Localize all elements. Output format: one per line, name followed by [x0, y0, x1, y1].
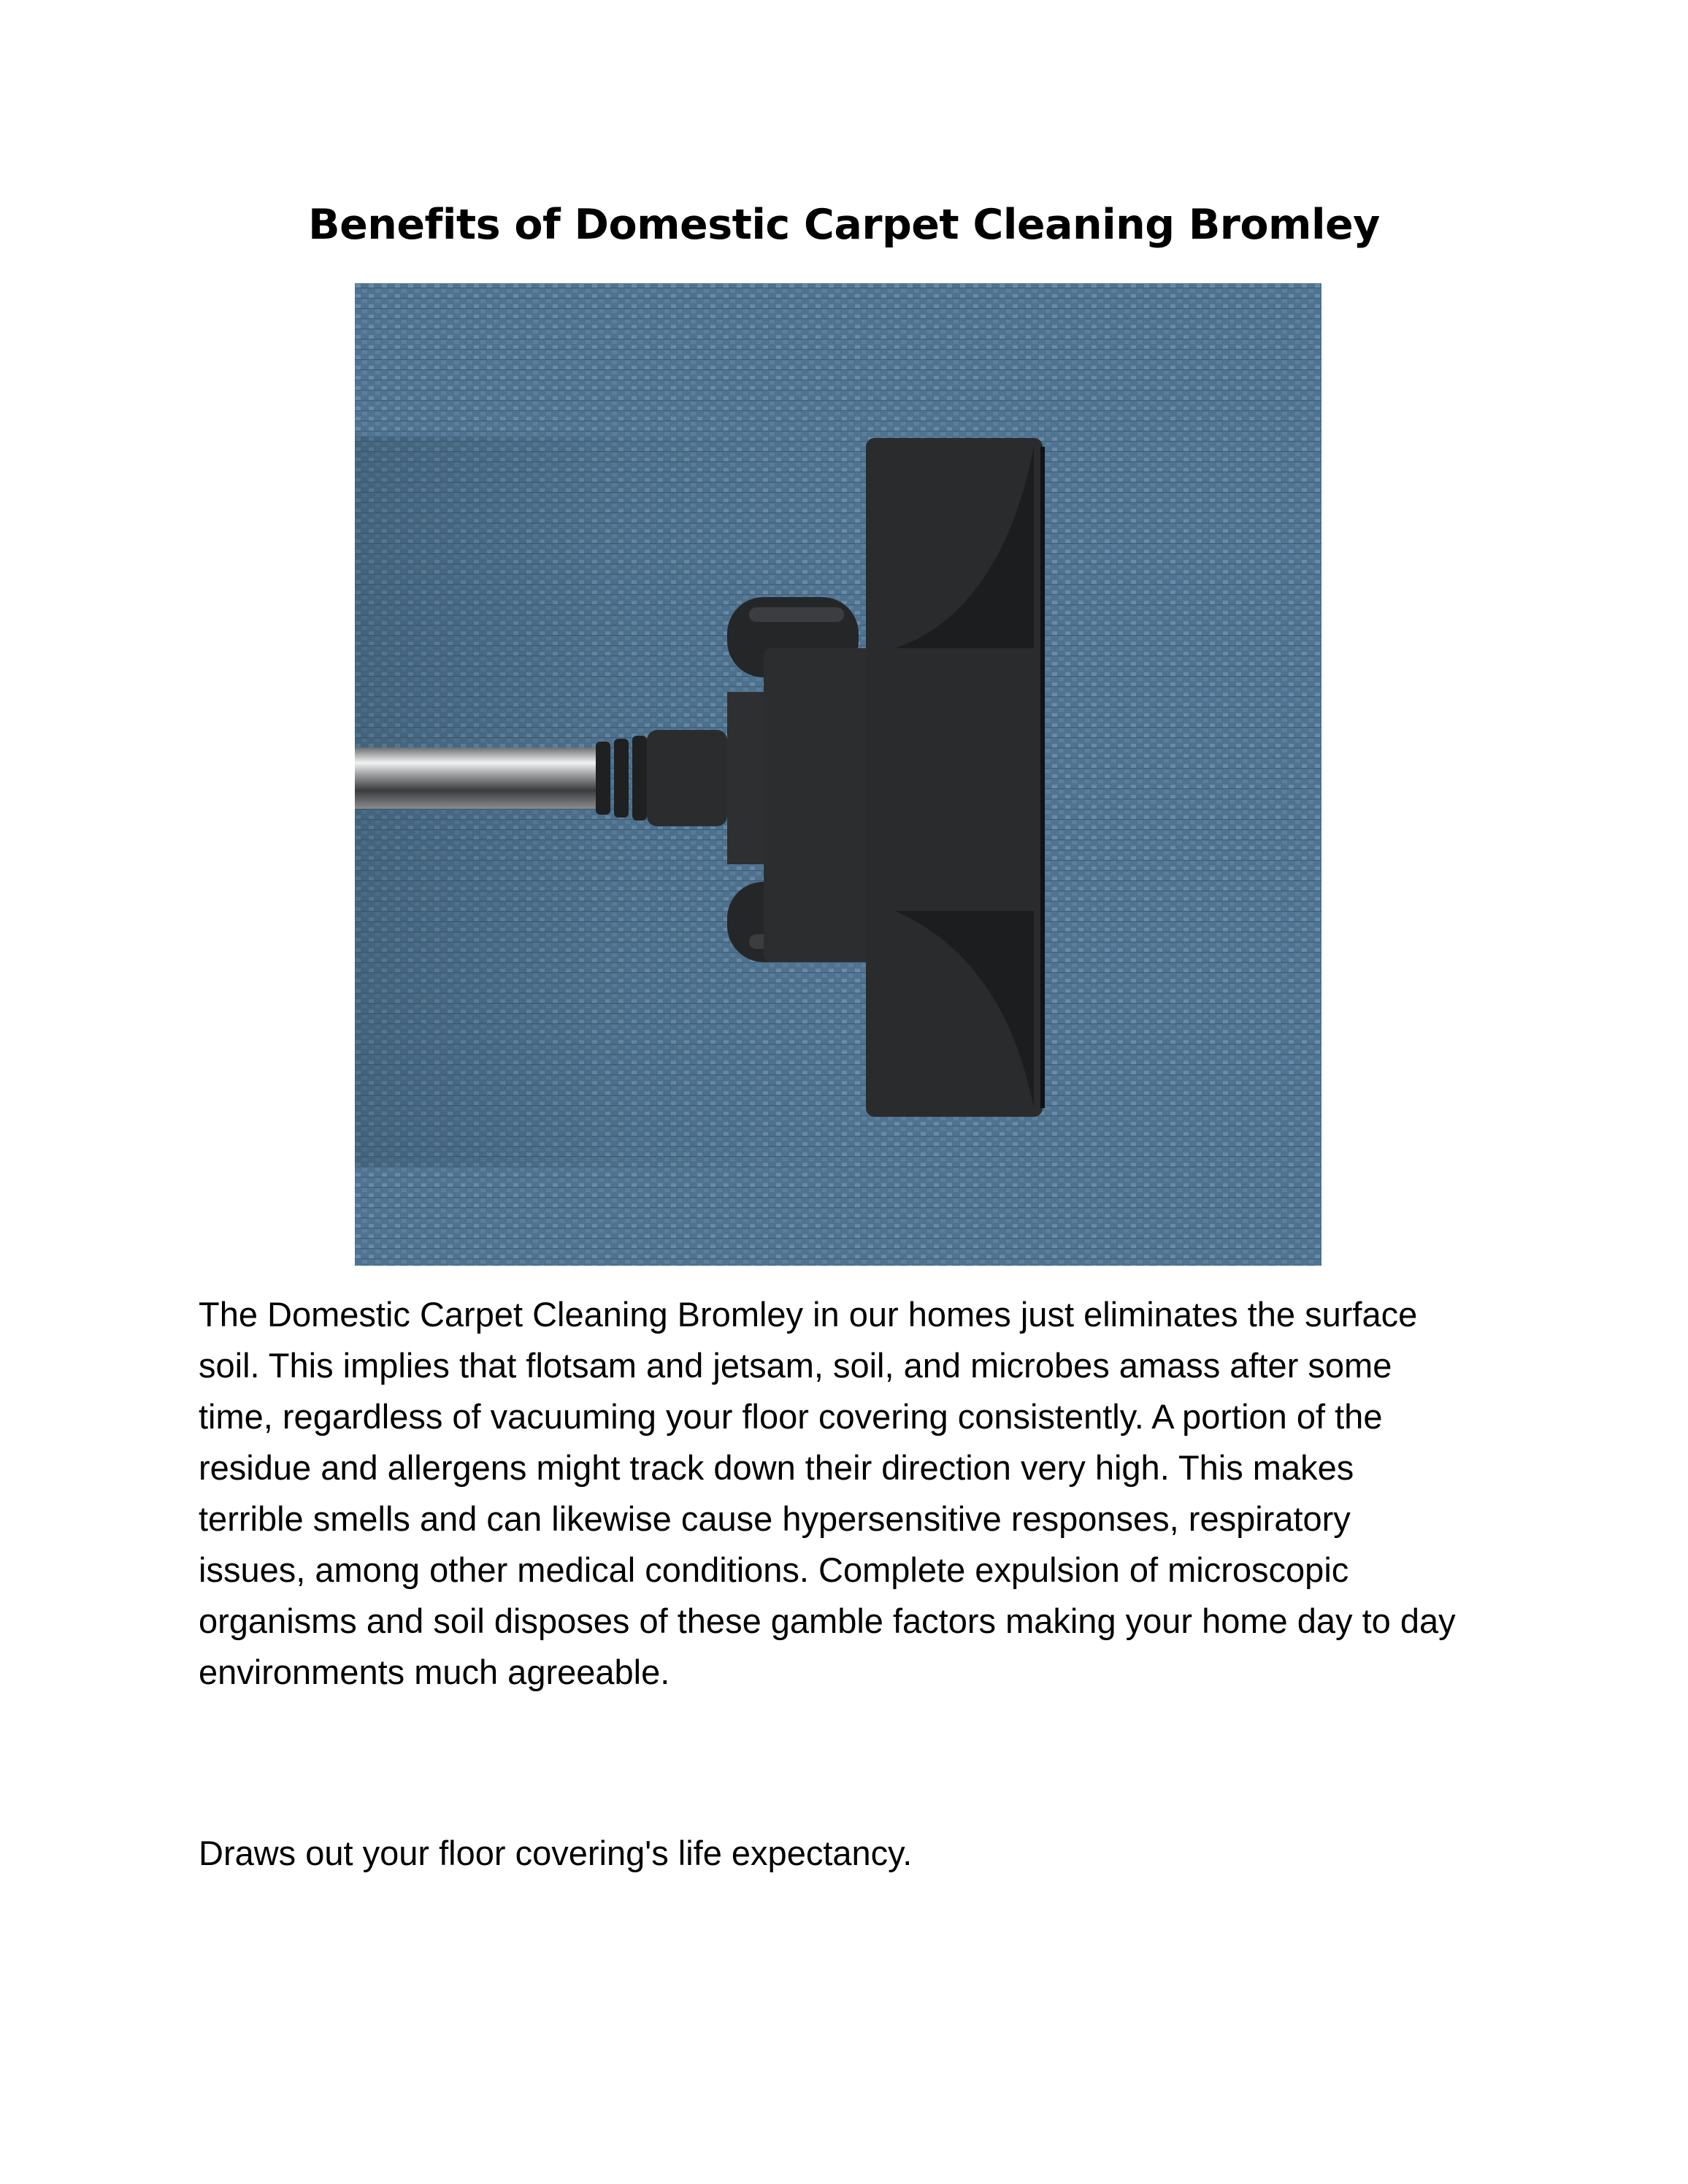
page-title: Benefits of Domestic Carpet Cleaning Bromley: [308, 201, 1380, 249]
vacuum-head-icon: [355, 283, 1321, 1266]
body-paragraph-2: Draws out your floor covering's life expectancy.: [199, 1834, 913, 1872]
paragraph-line: terrible smells and can likewise cause hypersensitive responses, respiratory: [199, 1499, 1351, 1538]
paragraph-line: issues, among other medical conditions. Complete expulsion of microscopic: [199, 1550, 1349, 1589]
paragraph-line: residue and allergens might track down their direction very high. This makes: [199, 1448, 1354, 1487]
paragraph-line: organisms and soil disposes of these gamble factors making your home day to day: [199, 1602, 1456, 1640]
paragraph-line: The Domestic Carpet Cleaning Bromley in our homes just eliminates the surface: [199, 1295, 1418, 1334]
body-paragraph-1: [199, 1289, 1513, 1698]
paragraph-line: soil. This implies that flotsam and jetsam, soil, and microbes amass after some: [199, 1346, 1392, 1385]
paragraph-line: environments much agreeable.: [199, 1653, 670, 1691]
carpet-vacuum-photo: [355, 283, 1321, 1266]
paragraph-line: time, regardless of vacuuming your floor covering consistently. A portion of the: [199, 1397, 1383, 1436]
